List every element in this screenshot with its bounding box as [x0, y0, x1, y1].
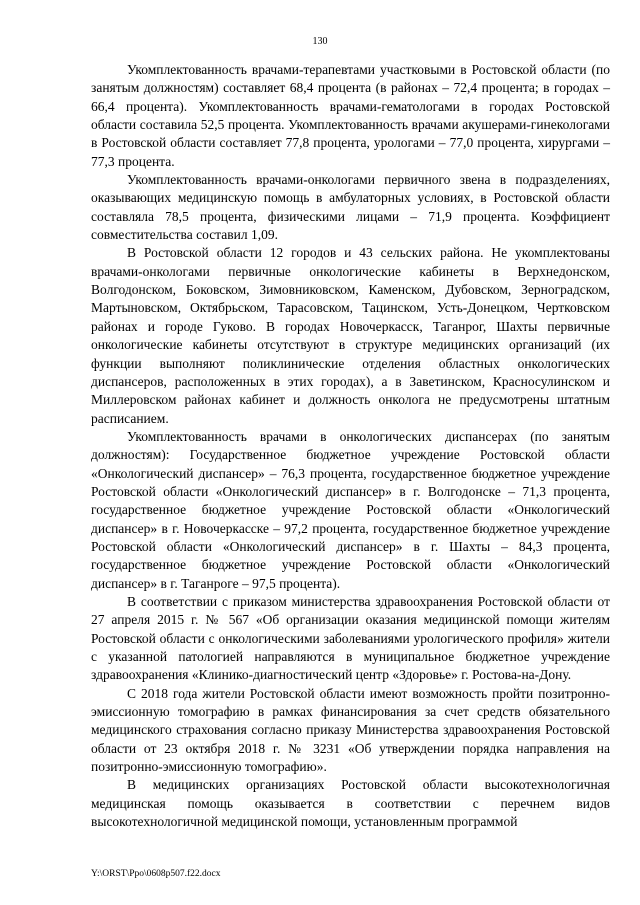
paragraph-staffing-oncologists-primary: Укомплектованность врачами-онкологами первичного звена в подразделениях, оказывающих медицинскую помощь в амбулаторных условиях, в Ростовской области составляла 78,5 процента, физическими лицами – 71,9 процента. Коэффициент совместительства составил 1,09. [91, 172, 610, 243]
paragraph-oncology-cabinets: В Ростовской области 12 городов и 43 сельских района. Не укомплектованы врачами-онкологами первичные онкологические кабинеты в Верхнедонском, Волгодонском, Боковском, Зимовниковском, Каменском, Дубовском, Зерноградском, Мартыновском, Октябрьском, Тарасовском, Тацинском, Усть-Донецком, Чертковском районах и городе Гуково. В городах Новочеркасск, Таганрог, Шахты первичные онкологические кабинеты отсутствуют в структуре медицинских организаций (их функции выполняют поликлинические отделения областных онкологических диспансеров, расположенных в этих городах), а в Заветинском, Красносулинском и Миллеровском районах кабинет и должность онколога не предусмотрены штатным расписанием. [91, 245, 610, 426]
paragraph-high-tech-care: В медицинских организациях Ростовской области высокотехнологичная медицинская помощь оказывается в соответствии с перечнем видов высокотехнологичной медицинской помощи, установленным программой [91, 777, 610, 830]
paragraph-oncology-dispensaries: Укомплектованность врачами в онкологических диспансерах (по занятым должностям): Государственное бюджетное учреждение Ростовской области «Онкологический диспансер» – 76,3 процента, государственное бюджетное учреждение Ростовской области «Онкологический диспансер» в г. Волгодонске – 71,3 процента, государственное бюджетное учреждение Ростовской области «Онкологический диспансер» в г. Новочеркасске – 97,2 процента, государственное бюджетное учреждение Ростовской области «Онкологический диспансер» в г. Шахты – 84,3 процента, государственное бюджетное учреждение Ростовской области «Онкологический диспансер» в г. Таганроге – 97,5 процента). [91, 428, 610, 591]
paragraph-pet-tomography: С 2018 года жители Ростовской области имеют возможность пройти позитронно-эмиссионную томографию в рамках финансирования за счет средств обязательного медицинского страхования согласно приказу Министерства здравоохранения Ростовской области от 23 октября 2018 г. № 3231 «Об утверждении порядка направления на позитронно-эмиссионную томографию». [91, 685, 610, 775]
page-number: 130 [312, 36, 328, 47]
paragraph-staffing-therapists: Укомплектованность врачами-терапевтами участковыми в Ростовской области (по занятым должностям) составляет 68,4 процента (в районах – 72,4 процента; в городах – 66,4 процента). Укомплектованность врачами-гематологами в городах Ростовской области составила 52,5 процента. Укомплектованность врачами акушерами-гинекологами в Ростовской области составляет 77,8 процента, урологами – 77,0 процента, хирургами – 77,3 процента. [91, 62, 610, 169]
document-body [91, 61, 610, 831]
paragraph-urology-order: В соответствии с приказом министерства здравоохранения Ростовской области от 27 апреля 2015 г. № 567 «Об организации оказания медицинской помощи жителям Ростовской области с онкологическими заболеваниями урологического профиля» жители с указанной патологией направляются в муниципальное бюджетное учреждение здравоохранения «Клинико-диагностический центр «Здоровье» г. Ростова-на-Дону. [91, 593, 610, 683]
footer-file-path: Y:\ORST\Ppo\0608p507.f22.docx [91, 869, 221, 879]
